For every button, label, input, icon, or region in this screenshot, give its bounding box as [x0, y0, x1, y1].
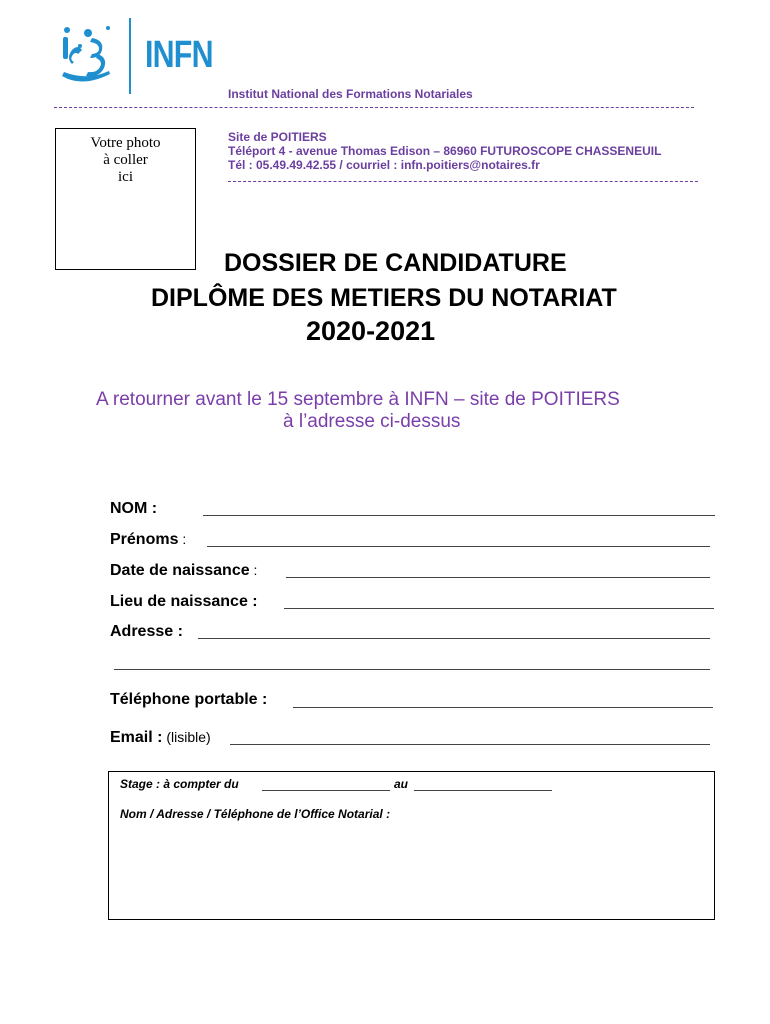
- return-instruction-line2: à l’adresse ci-dessus: [283, 411, 461, 432]
- office-notarial-label: Nom / Adresse / Téléphone de l’Office Notarial :: [120, 807, 391, 821]
- photo-label-line2: à coller: [103, 152, 148, 168]
- nom-field[interactable]: [203, 515, 715, 516]
- photo-placeholder-box: [55, 128, 196, 270]
- prenoms-label: Prénoms :: [110, 531, 187, 548]
- stage-start-field[interactable]: [262, 790, 390, 791]
- photo-label-line3: ici: [118, 169, 133, 185]
- telephone-field[interactable]: [293, 707, 713, 708]
- site-divider: [228, 181, 698, 182]
- stage-end-field[interactable]: [414, 790, 552, 791]
- return-instruction-line1: A retourner avant le 15 septembre à INFN – site de POITIERS: [96, 389, 620, 410]
- document-title: DOSSIER DE CANDIDATURE: [224, 249, 567, 277]
- logo-divider: [129, 18, 131, 94]
- lieu-naissance-label: Lieu de naissance :: [110, 593, 258, 610]
- telephone-label: Téléphone portable :: [110, 691, 268, 708]
- adresse-label: Adresse :: [110, 623, 183, 640]
- email-label: Email : (lisible): [110, 729, 211, 746]
- stage-start-label: Stage : à compter du: [120, 777, 239, 791]
- site-contact: Tél : 05.49.49.42.55 / courriel : infn.poitiers@notaires.fr: [228, 158, 540, 172]
- infn-logo-icon: [58, 24, 118, 86]
- adresse-field[interactable]: [198, 638, 710, 639]
- diploma-title: DIPLÔME DES METIERS DU NOTARIAT: [151, 284, 617, 312]
- header-divider: [54, 107, 694, 108]
- date-naissance-label: Date de naissance :: [110, 562, 258, 579]
- site-name: Site de POITIERS: [228, 130, 327, 144]
- date-naissance-field[interactable]: [286, 577, 710, 578]
- nom-label: NOM :: [110, 500, 158, 517]
- logo-text: INFN: [145, 34, 213, 76]
- email-field[interactable]: [230, 744, 710, 745]
- academic-year: 2020-2021: [306, 316, 436, 346]
- institute-name: Institut National des Formations Notariales: [228, 87, 473, 101]
- photo-label-line1: Votre photo: [90, 135, 161, 151]
- adresse-field-line2[interactable]: [114, 669, 710, 670]
- prenoms-field[interactable]: [207, 546, 710, 547]
- lieu-naissance-field[interactable]: [284, 608, 714, 609]
- office-notarial-field[interactable]: [120, 826, 705, 914]
- stage-end-label: au: [394, 777, 409, 791]
- site-address: Téléport 4 - avenue Thomas Edison – 86960 FUTUROSCOPE CHASSENEUIL: [228, 144, 662, 158]
